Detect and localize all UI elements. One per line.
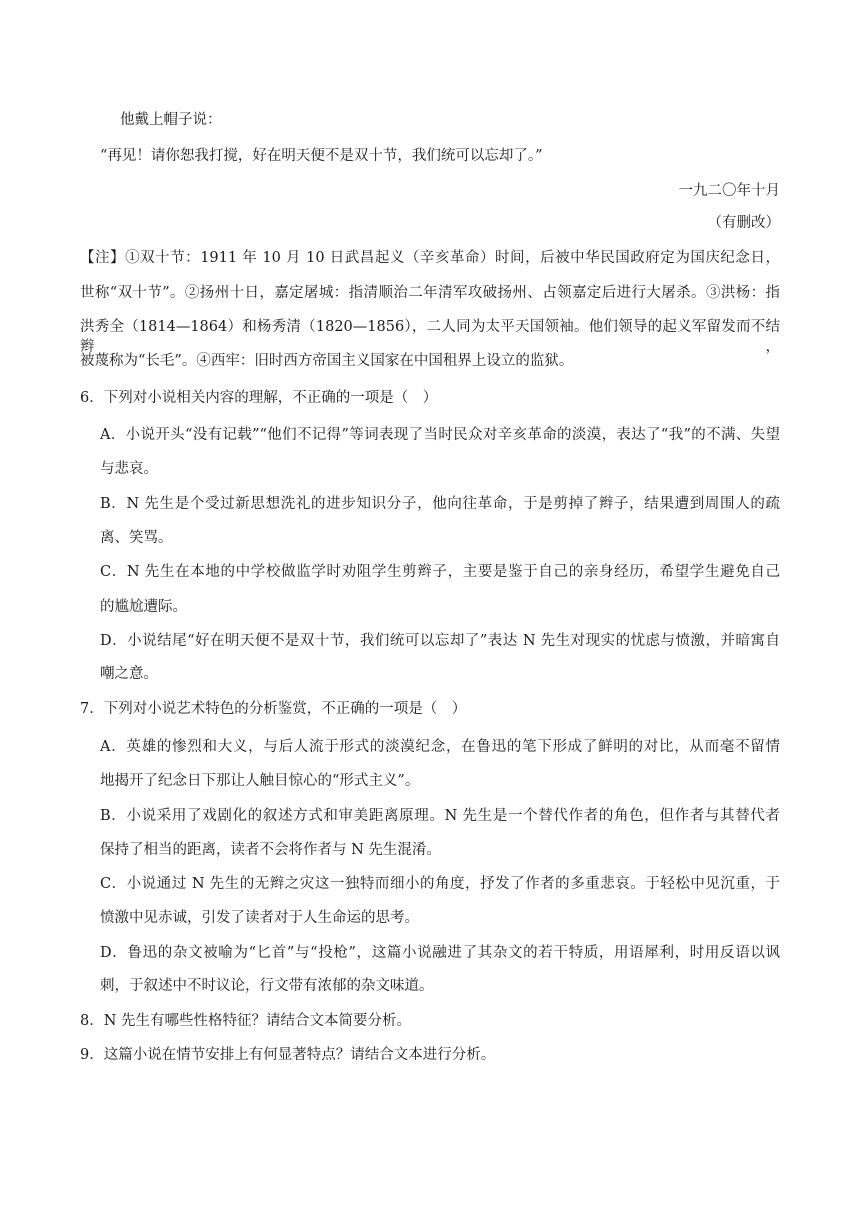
question-7-option-d: D．鲁迅的杂文被喻为“匕首”与“投枪”，这篇小说融进了其杂文的若干特质，用语犀利，时用反语以讽 [100,945,780,961]
story-quote-line: “再见！请你恕我打搅，好在明天便不是双十节，我们统可以忘却了。” [100,148,543,164]
question-7-option-b-cont: 保持了相当的距离，读者不会将作者与 N 先生混淆。 [100,842,441,858]
question-6-option-b-cont: 离、笑骂。 [100,530,173,546]
question-7-stem: 7．下列对小说艺术特色的分析鉴赏，不正确的一项是（ ） [80,701,467,717]
question-7-option-b: B．小说采用了戏剧化的叙述方式和审美距离原理。N 先生是一个替代作者的角色，但作者与其替代者 [100,808,780,824]
footnote-line: 被蔑称为“长毛”。④西牢：旧时西方帝国主义国家在中国租界上设立的监狱。 [80,353,574,369]
footnote-line: 洪秀全（1814—1864）和杨秀清（1820—1856），二人同为太平天国领袖。他们领导的起义军留发而不结辫， [80,319,780,355]
question-6-option-d-cont: 嘲之意。 [100,666,158,682]
question-6-option-a: A．小说开头“没有记载”“他们不记得”等词表现了当时民众对辛亥革命的淡漠，表达了“我”的不满、失望 [100,427,780,443]
question-6-stem: 6．下列对小说相关内容的理解，不正确的一项是（ ） [80,390,438,406]
question-8-stem: 8．N 先生有哪些性格特征？请结合文本简要分析。 [80,1013,412,1029]
question-6-option-d: D．小说结尾“好在明天便不是双十节，我们统可以忘却了”表达 N 先生对现实的忧虑与愤激，并暗寓自 [100,633,780,649]
story-line: 他戴上帽子说： [120,112,222,128]
question-7-option-c: C．小说通过 N 先生的无辫之灾这一独特而细小的角度，抒发了作者的多重悲哀。于轻松中见沉重，于 [100,876,780,892]
question-7-option-a: A．英雄的惨烈和大义，与后人流于形式的淡漠纪念，在鲁迅的笔下形成了鲜明的对比，从而毫不留情 [100,739,780,755]
footnote-line: 世称“双十节”。②扬州十日，嘉定屠城：指清顺治二年清军攻破扬州、占领嘉定后进行大屠杀。③洪杨：指 [80,285,780,301]
question-6-option-b: B．N 先生是个受过新思想洗礼的进步知识分子，他向往革命，于是剪掉了辫子，结果遭到周围人的疏 [100,496,780,512]
edit-note: （有删改） [707,215,780,231]
footnote-line: 【注】①双十节：1911 年 10 月 10 日武昌起义（辛亥革命）时间，后被中华民国政府定为国庆纪念日， [80,250,780,266]
question-6-option-c-cont: 的尴尬遭际。 [100,599,187,615]
story-date: 一九二〇年十月 [678,183,780,199]
question-9-stem: 9．这篇小说在情节安排上有何显著特点？请结合文本进行分析。 [80,1047,496,1063]
question-6-option-a-cont: 与悲哀。 [100,461,158,477]
question-7-option-a-cont: 地揭开了纪念日下那让人触目惊心的“形式主义”。 [100,773,420,789]
question-7-option-c-cont: 愤激中见赤诚，引发了读者对于人生命运的思考。 [100,910,419,926]
question-6-option-c: C．N 先生在本地的中学校做监学时劝阻学生剪辫子，主要是鉴于自己的亲身经历，希望学生避免自己 [100,564,780,580]
question-7-option-d-cont: 刺，于叙述中不时议论，行文带有浓郁的杂文味道。 [100,978,434,994]
